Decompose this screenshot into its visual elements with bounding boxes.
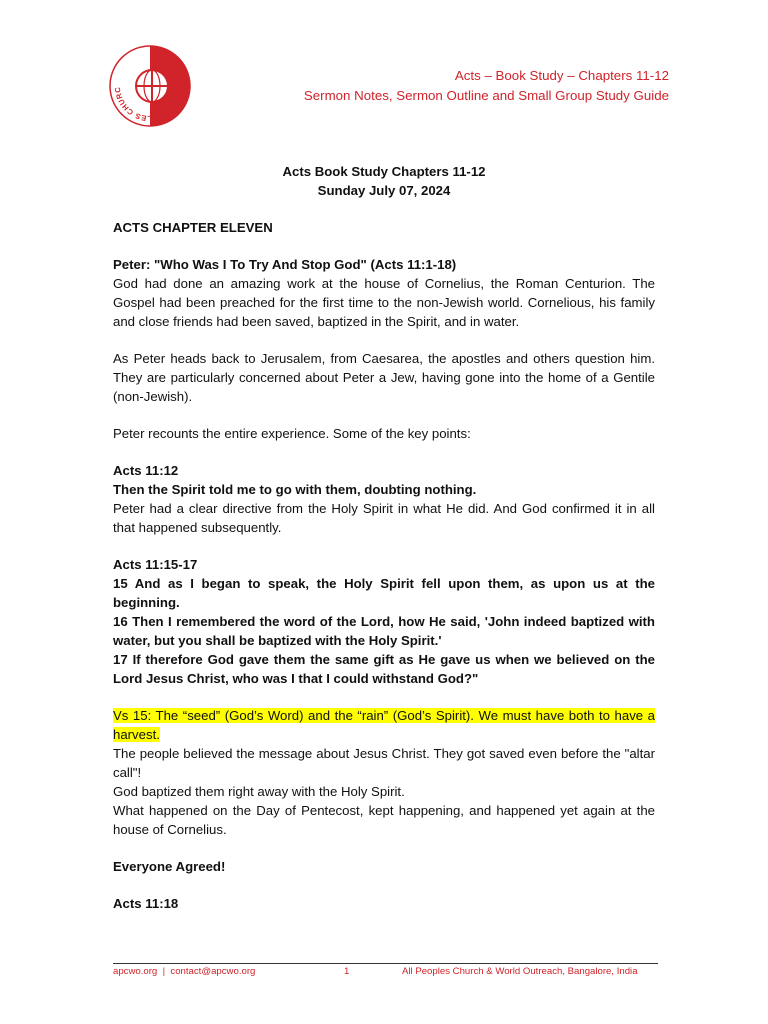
- footer-contact[interactable]: apcwo.org | contact@apcwo.org: [113, 966, 256, 977]
- paragraph: As Peter heads back to Jerusalem, from Caesarea, the apostles and others question him. They are particularly concerned about Peter a Jew, having gone into the home of a Gentile (non-Jewish).: [113, 351, 655, 404]
- scripture-verse: 15 And as I began to speak, the Holy Spirit fell upon them, as upon us at the beginning.: [113, 576, 655, 610]
- scripture-reference: Acts 11:12: [113, 463, 179, 478]
- paragraph: The people believed the message about Jesus Christ. They got saved even before the "altar call"!: [113, 746, 655, 780]
- page-number: 1: [344, 966, 350, 977]
- paragraph: God baptized them right away with the Holy Spirit.: [113, 784, 405, 799]
- church-logo: [108, 44, 192, 128]
- chapter-heading: ACTS CHAPTER ELEVEN: [113, 220, 273, 235]
- subheading: Everyone Agreed!: [113, 859, 226, 874]
- header-line-1: Acts – Book Study – Chapters 11-12: [454, 68, 669, 83]
- paragraph: Peter had a clear directive from the Holy Spirit in what He did. And God confirmed it in all that happened subsequently.: [113, 501, 655, 535]
- paragraph: What happened on the Day of Pentecost, kept happening, and happened yet again at the house of Cornelius.: [113, 803, 655, 837]
- scripture-verse: Then the Spirit told me to go with them, doubting nothing.: [113, 482, 477, 497]
- document-body: [113, 162, 655, 913]
- highlighted-note: Vs 15: The “seed” (God’s Word) and the “rain” (God’s Spirit). We must have both to have a harvest.: [113, 708, 655, 742]
- header-line-2: Sermon Notes, Sermon Outline and Small Group Study Guide: [303, 88, 669, 103]
- section-heading: Peter: "Who Was I To Try And Stop God" (Acts 11:1-18): [113, 257, 457, 272]
- document-header: [304, 66, 669, 106]
- scripture-reference: Acts 11:18: [113, 896, 179, 911]
- scripture-verse: 16 Then I remembered the word of the Lord, how He said, 'John indeed baptized with water, but you shall be baptized with the Holy Spirit.': [113, 614, 655, 648]
- footer-divider: [113, 963, 658, 964]
- scripture-reference: Acts 11:15-17: [113, 557, 198, 572]
- paragraph: God had done an amazing work at the house of Cornelius, the Roman Centurion. The Gospel had been preached for the first time to the non-Jewish world. Cornelious, his family and close friends had been saved, baptized in the Spirit, and in water.: [113, 276, 655, 329]
- document-title: Acts Book Study Chapters 11-12: [282, 164, 486, 179]
- document-date: Sunday July 07, 2024: [317, 183, 451, 198]
- paragraph: Peter recounts the entire experience. Some of the key points:: [113, 426, 471, 441]
- footer-organization: All Peoples Church & World Outreach, Bangalore, India: [402, 966, 638, 977]
- logo-ring-text: ALL PEOPLES CHURC: [112, 86, 187, 124]
- scripture-verse: 17 If therefore God gave them the same gift as He gave us when we believed on the Lord Jesus Christ, who was I that I could withstand God?": [113, 652, 655, 686]
